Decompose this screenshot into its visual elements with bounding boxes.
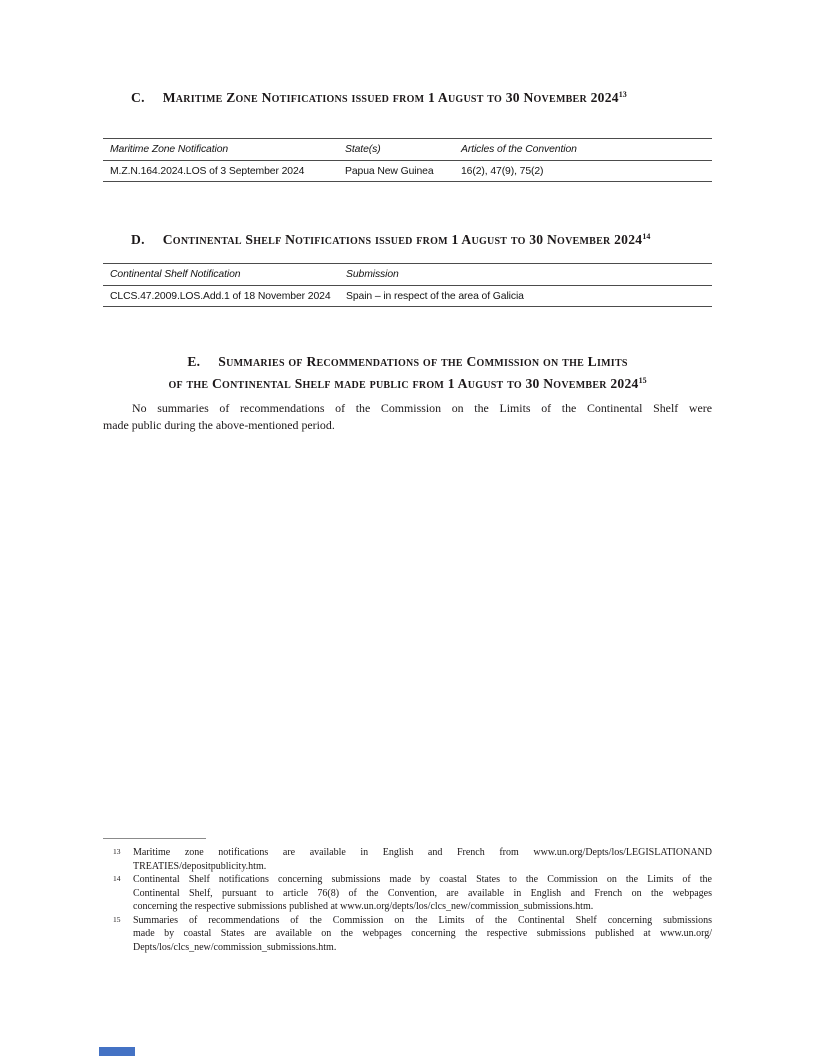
section-e-heading [103,352,712,393]
section-e-line1 [187,354,627,369]
footnote-marker: 14 [113,874,121,883]
section-c-footnote-ref: 13 [618,90,627,99]
continental-shelf-table [103,263,712,307]
column-header: Submission [339,264,712,286]
footnote-marker: 13 [113,847,121,856]
section-e-letter: E. [187,354,201,369]
section-e-line2 [168,376,646,391]
table-cell: Spain – in respect of the area of Galicia [339,286,712,307]
footnote-text [133,914,712,955]
table-cell: Papua New Guinea [338,161,454,182]
bottom-left-blue-marker [99,1047,135,1056]
section-d-footnote-ref: 14 [642,232,651,241]
footnote-line: Continental Shelf notifications concerning submissions made by coastal States to the Commission on the Limits of the [133,874,712,885]
table-cell: M.Z.N.164.2024.LOS of 3 September 2024 [103,161,338,182]
section-d-title: Continental Shelf Notifications issued from 1 August to 30 November 2024 [162,232,643,247]
section-e-title-line1: Summaries of Recommendations of the Commission on the Limits [218,354,628,369]
paragraph-line: No summaries of recommendations of the Commission on the Limits of the Continental Shelf were [132,401,712,415]
column-header: Articles of the Convention [454,139,712,161]
column-header: State(s) [338,139,454,161]
table-row [103,286,712,307]
table-header-row [103,139,712,161]
table-header-row [103,264,712,286]
footnotes-block [103,846,712,954]
section-e-title-line2: of the Continental Shelf made public from 1 August to 30 November 2024 [168,376,639,391]
footnote-line: Continental Shelf, pursuant to article 76(8) of the Convention, are available in English and French on the webpages [133,887,712,899]
footnote-separator [103,838,206,839]
footnote-line: Depts/los/clcs_new/commission_submissions.htm. [133,941,337,953]
section-c-title: Maritime Zone Notifications issued from 1 August to 30 November 2024 [162,90,619,105]
section-d-heading [103,227,712,249]
footnote-15 [103,914,712,955]
footnote-text [133,873,712,914]
table-row [103,161,712,182]
footnote-line: made by coastal States are available on the webpages concerning the respective submissions published at www.un.org/ [133,928,712,939]
section-e-footnote-ref: 15 [638,376,647,385]
section-c-letter: C. [131,90,145,105]
footnote-line: TREATIES/depositpublicity.htm. [133,860,267,872]
table-cell: 16(2), 47(9), 75(2) [454,161,712,182]
footnote-line: Summaries of recommendations of the Commission on the Limits of the Continental Shelf concerning submissions [133,914,712,926]
footnote-line: concerning the respective submissions published at www.un.org/depts/los/clcs_new/commission_submissions.htm. [133,901,594,912]
section-c-heading [103,85,712,107]
footnote-14 [103,873,712,914]
table-cell: CLCS.47.2009.LOS.Add.1 of 18 November 2024 [103,286,339,307]
maritime-zone-table [103,138,712,182]
footnote-marker: 15 [113,914,121,924]
footnote-text [133,846,712,873]
column-header: Maritime Zone Notification [103,139,338,161]
body-paragraph [103,400,712,433]
footnote-line: Maritime zone notifications are available in English and French from www.un.org/Depts/los/LEGISLATIONAND [133,847,712,858]
footnote-13 [103,846,712,873]
column-header: Continental Shelf Notification [103,264,339,286]
section-d-letter: D. [131,232,145,247]
paragraph-line: made public during the above-mentioned period. [103,417,335,432]
